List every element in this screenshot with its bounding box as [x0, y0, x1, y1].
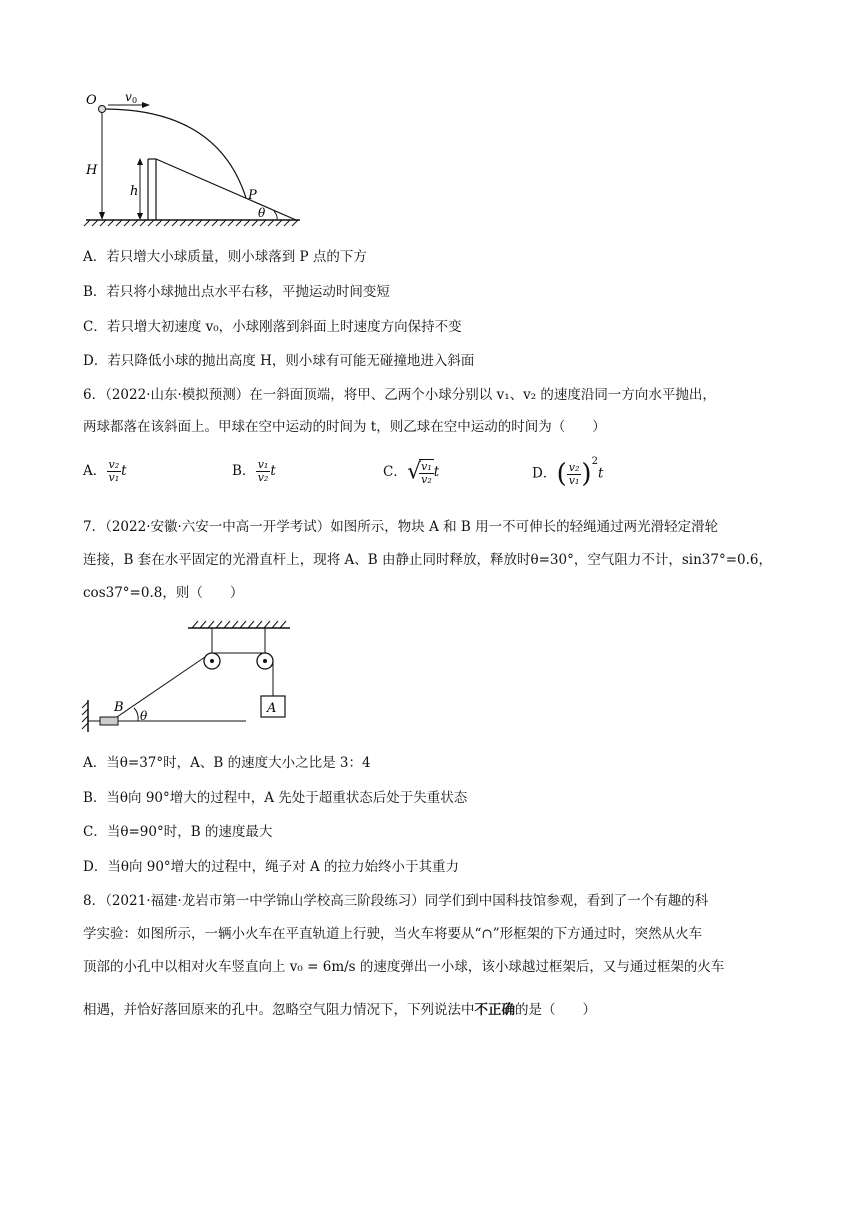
pulley-figure — [78, 616, 298, 734]
label-theta: θ — [258, 206, 266, 220]
q5-option-c: C．若只增大初速度 v₀，小球刚落到斜面上时速度方向保持不变 — [83, 319, 462, 335]
q8-emphasis: 不正确 — [474, 1002, 515, 1018]
q6-option-b: B． $\frac{\text{v₁}}{\text{v₂}}$ t — [232, 458, 276, 484]
q6-option-d: D． ( $\frac{\text{v₂}}{\text{v₁}}$ )$^2$t — [532, 456, 604, 489]
label-v0-sub: 0 — [132, 96, 138, 105]
q8-line-3: 顶部的小孔中以相对火车竖直向上 v₀ = 6m/s 的速度弹出一小球，该小球越过框架后，又与通过框架的火车 — [83, 959, 725, 975]
q8-line-4-end: 的是（ ） — [515, 1002, 596, 1018]
q5-option-a: A．若只增大小球质量，则小球落到 P 点的下方 — [83, 249, 367, 265]
q7-option-c: C．当θ=90°时，B 的速度最大 — [83, 824, 273, 840]
label-h-small: h — [130, 184, 139, 199]
label-a: A — [267, 701, 277, 716]
q5-option-b: B．若只将小球抛出点水平右移，平抛运动时间变短 — [83, 284, 390, 300]
label-p: P — [248, 188, 257, 203]
q8-line-2: 学实验：如图所示，一辆小火车在平直轨道上行驶，当火车将要从“∩”形框架的下方通过时，突然从火车 — [83, 926, 703, 942]
q7-option-d: D．当θ向 90°增大的过程中，绳子对 A 的拉力始终小于其重力 — [83, 859, 460, 875]
q7-option-a: A．当θ=37°时，A、B 的速度大小之比是 3：4 — [83, 755, 371, 771]
q6-line-1: 6．（2022·山东·模拟预测）在一斜面顶端，将甲、乙两个小球分别以 v₁、v₂ 的速度沿同一方向水平抛出， — [83, 387, 716, 403]
q6-line-2: 两球都落在该斜面上。甲球在空中运动的时间为 t，则乙球在空中运动的时间为（ ） — [83, 419, 606, 435]
label-h-big: H — [86, 163, 98, 178]
projectile-figure — [78, 88, 308, 228]
q7-option-b: B．当θ向 90°增大的过程中，A 先处于超重状态后处于失重状态 — [83, 790, 468, 806]
label-o: O — [86, 93, 97, 108]
label-v0: v — [125, 90, 132, 104]
q6-option-c: C． √ $\frac{\text{v₁}}{\text{v₂}}$ t — [383, 459, 440, 486]
q8-line-4 — [83, 1001, 596, 1019]
q7-line-2: 连接，B 套在水平固定的光滑直杆上，现将 A、B 由静止同时释放，释放时θ=30°，空气阻力不计，sin37°=0.6， — [83, 552, 772, 568]
label-b: B — [114, 700, 124, 715]
q6-option-a: A． $\frac{\text{v₂}}{\text{v₁}}$ t — [83, 458, 127, 484]
q7-line-1: 7．（2022·安徽·六安一中高一开学考试）如图所示，物块 A 和 B 用一不可伸长的轻绳通过两光滑轻定滑轮 — [83, 519, 719, 535]
q5-option-d: D．若只降低小球的抛出高度 H，则小球有可能无碰撞地进入斜面 — [83, 353, 475, 369]
q8-line-1: 8．（2021·福建·龙岩市第一中学锦山学校高三阶段练习）同学们到中国科技馆参观，看到了一个有趣的科 — [83, 893, 709, 909]
q8-line-4-start: 相遇，并恰好落回原来的孔中。忽略空气阻力情况下，下列说法中 — [83, 1002, 475, 1018]
q7-line-3: cos37°=0.8，则（ ） — [83, 585, 244, 601]
label-theta-q7: θ — [140, 709, 148, 723]
